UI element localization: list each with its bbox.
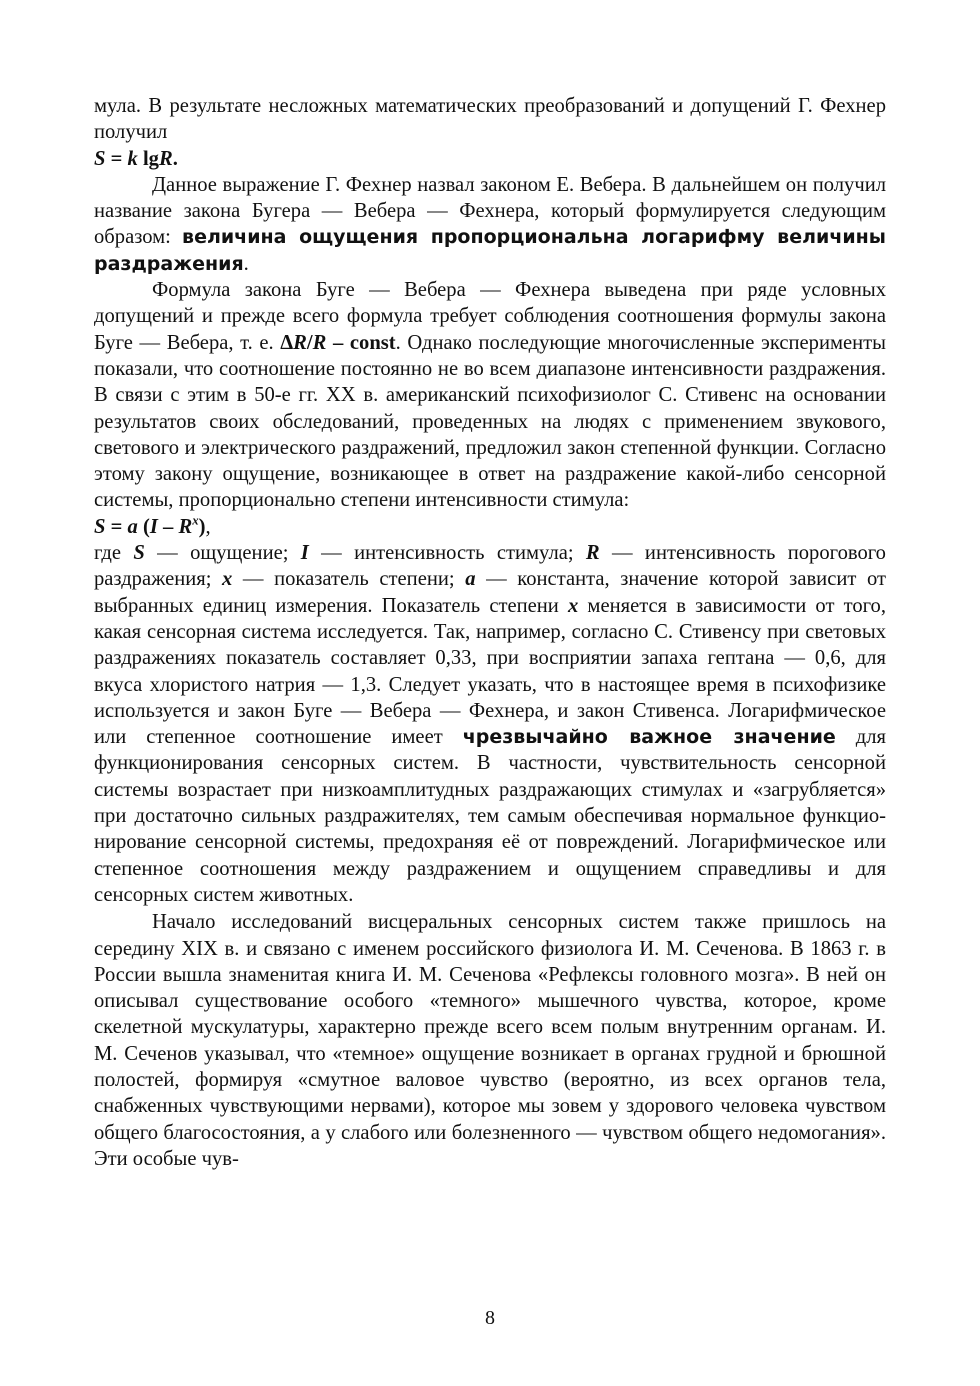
formula-var-r: R bbox=[178, 515, 193, 538]
formula-var-s: S bbox=[94, 515, 106, 538]
inline-var-a: a bbox=[465, 568, 476, 591]
page-number: 8 bbox=[485, 1307, 495, 1329]
formula-var-a: a bbox=[127, 515, 138, 538]
formula-var-i: I bbox=[149, 515, 158, 538]
text-run: где bbox=[94, 542, 134, 565]
inline-const: – const bbox=[326, 331, 396, 354]
delta-symbol: Δ bbox=[280, 331, 294, 354]
text-run: мула. В результате несложных математических преобразований и допущений Г. Фехнер получил bbox=[94, 95, 886, 144]
text-run: Формула закона Буге — Вебера — Фехнера выведена при ряде условных допущений и прежде всего формула требует соблюдения соотношения формулы закона Буге — Вебера, т. е. bbox=[94, 279, 886, 354]
inline-var-r: R bbox=[585, 542, 600, 565]
formula-stevens-law bbox=[94, 514, 886, 540]
text-run: — интенсивность стимула; bbox=[308, 542, 586, 565]
text-run: — интенсивность порогового раздражения; bbox=[94, 542, 886, 591]
body-text bbox=[94, 93, 886, 1172]
text-run: для функционирования сенсорных систем. В частности, чувствительность сенсорной системы возрастает при низкоамплитудных раздражающих стимулах и «загрубляется» при достаточно сильных раздражителях, тем самым обеспечивая нормальное функционирование сенсорной системы, предохраняя её от повреждений. Логарифмическое или степенное соотношения между раздражением и ощущением справедливы и для сенсорных систем животных. bbox=[94, 726, 886, 906]
formula-open-paren: ( bbox=[137, 515, 150, 538]
paragraph-sechenov bbox=[94, 909, 886, 1172]
formula-comma: , bbox=[205, 515, 211, 538]
paragraph-stevens-law bbox=[94, 277, 886, 514]
paragraph-continuation bbox=[94, 93, 886, 146]
text-run: Данное выражение Г. Фехнер назвал законом Е. Вебера. В дальнейшем он получил название закона Бугера — Вебера — Фехнера, который формулируется следующим образом: bbox=[94, 173, 886, 249]
formula-fechner-law bbox=[94, 146, 886, 172]
text-run: — показатель степени; bbox=[232, 568, 466, 591]
inline-var-i: I bbox=[300, 542, 309, 565]
formula-minus: – bbox=[157, 515, 179, 538]
text-run: . Однако последующие многочисленные эксперименты показали, что соотношение постоянно не во всем диапазоне интенсивности раздражения. В связи с этим в 50-е гг. XX в. американский психофизиолог С. Стивенс на основании результатов своих обследований, проведенных на людях с применением звукового, светового и электрического раздражений, предложил закон степенной функции. Согласно этому закону ощущение, возникающее в ответ на раздражение какой-либо сенсорной системы, пропорционально степени интенсивности стимула: bbox=[94, 331, 886, 512]
text-run: — ощущение; bbox=[144, 542, 301, 565]
formula-equals: = bbox=[105, 515, 128, 538]
formula-close-paren: ) bbox=[198, 515, 206, 538]
inline-var-r: R bbox=[293, 331, 307, 354]
formula-var-k: k bbox=[127, 147, 138, 170]
paragraph-fechner-law bbox=[94, 172, 886, 277]
bold-statement: величина ощущения пропорциональна логарифму величины раздражения bbox=[94, 226, 886, 275]
inline-var-x: x bbox=[222, 568, 233, 591]
text-run: Начало исследований висцеральных сенсорных систем также пришлось на середину XIX в. и связано с именем российского физиолога И. М. Сеченова. В 1863 г. в России вышла знаменитая книга И. М. Сеченова «Рефлексы головного мозга». В ней он описывал существование особого «темного» мышечного чувства, которое, кроме скелетной мускулатуры, характерно прежде всего всем полым внутренним органам. И. М. Сеченов указывал, что «темное» ощущение возникает в органах грудной и брюшной полостей, формируя «смутное валовое чувство (вероятно, из всех органов тела, снабженных чувствующими нервами), которое мы зовем у здорового человека чувством общего благосостояния, а у слабого или болезненного — чувством общего недомогания». Эти особые чув- bbox=[94, 911, 886, 1170]
formula-lg: lg bbox=[137, 147, 159, 170]
text-run: меняется в зависимости от того, какая сенсорная система исследуется. Так, например, согласно С. Стивенсу при световых раздражениях показатель составляет 0,33, при восприятии запаха гептана — 0,6, для вкуса хлористого натрия — 1,3. Следует указать, что в настоящее время в психофизике используется и закон Буге — Вебера — Фехнера, и закон Стивенса. Логарифмическое или степенное соотношение имеет bbox=[94, 594, 887, 749]
paragraph-variables-explanation bbox=[94, 540, 886, 908]
formula-var-s: S bbox=[94, 147, 106, 170]
inline-var-r: R bbox=[312, 331, 327, 354]
formula-var-r: R bbox=[158, 147, 173, 170]
text-run: — константа, значение которой зависит от выбранных единиц измерения. Показатель степени bbox=[94, 568, 886, 617]
text-run: . bbox=[243, 252, 249, 275]
formula-equals: = bbox=[105, 147, 128, 170]
bold-emphasis: чрезвычайно важное значение bbox=[462, 726, 836, 749]
inline-var-x: x bbox=[567, 594, 579, 617]
formula-period: . bbox=[172, 147, 178, 170]
formula-exponent-x: x bbox=[192, 513, 199, 528]
slash-symbol: / bbox=[306, 331, 313, 354]
inline-var-s: S bbox=[133, 542, 145, 565]
